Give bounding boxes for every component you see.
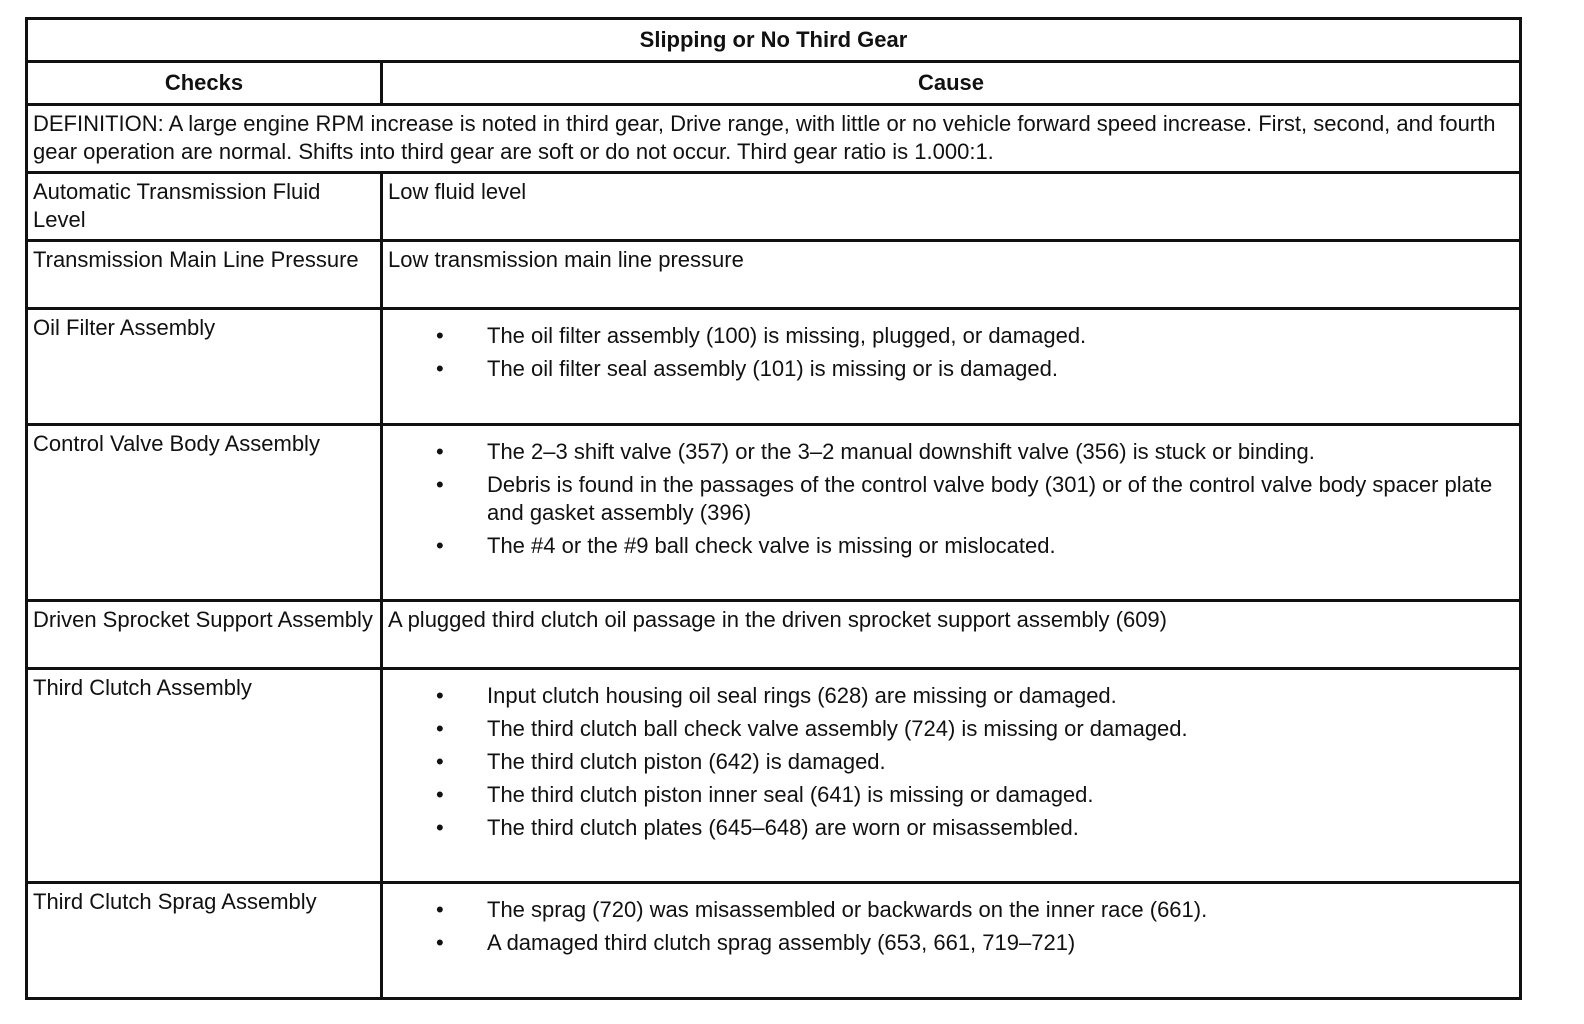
cause-cell	[382, 669, 1521, 883]
list-item	[388, 682, 1514, 710]
cause-text: A damaged third clutch sprag assembly (653, 661, 719–721)	[487, 930, 1076, 955]
list-item	[388, 322, 1514, 350]
table-row	[27, 669, 1521, 883]
cause-cell: A plugged third clutch oil passage in the driven sprocket support assembly (609)	[382, 601, 1521, 669]
bullet-icon: •	[436, 815, 444, 840]
diagnostic-table	[25, 17, 1522, 1000]
bullet-icon: •	[436, 930, 444, 955]
bullet-icon: •	[436, 683, 444, 708]
check-cell: Driven Sprocket Support Assembly	[27, 601, 382, 669]
cause-cell	[382, 425, 1521, 601]
cause-text: The third clutch piston inner seal (641) is missing or damaged.	[487, 782, 1094, 807]
bullet-icon: •	[436, 356, 444, 381]
check-cell: Third Clutch Sprag Assembly	[27, 883, 382, 999]
check-cell: Oil Filter Assembly	[27, 309, 382, 425]
bullet-icon: •	[436, 472, 444, 497]
cause-text: Debris is found in the passages of the control valve body (301) or of the control valve body spacer plate and gasket assembly (396)	[487, 472, 1493, 525]
list-item	[388, 471, 1514, 527]
cause-cell	[382, 883, 1521, 999]
bullet-icon: •	[436, 439, 444, 464]
table-title: Slipping or No Third Gear	[27, 19, 1521, 62]
cause-text: The 2–3 shift valve (357) or the 3–2 manual downshift valve (356) is stuck or binding.	[487, 439, 1315, 464]
table-row	[27, 883, 1521, 999]
list-item	[388, 896, 1514, 924]
title-row	[27, 19, 1521, 62]
bullet-icon: •	[436, 533, 444, 558]
check-cell: Transmission Main Line Pressure	[27, 241, 382, 309]
cause-cell: Low transmission main line pressure	[382, 241, 1521, 309]
cause-text: The third clutch ball check valve assembly (724) is missing or damaged.	[487, 716, 1188, 741]
definition-text: DEFINITION: A large engine RPM increase is noted in third gear, Drive range, with little or no vehicle forward speed increase. First, second, and fourth gear operation are normal. Shifts into third gear are soft or do not occur. Third gear ratio is 1.000:1.	[27, 105, 1521, 173]
list-item	[388, 929, 1514, 957]
cause-list	[388, 314, 1514, 383]
table-row	[27, 601, 1521, 669]
cause-header: Cause	[382, 62, 1521, 105]
definition-row	[27, 105, 1521, 173]
bullet-icon: •	[436, 897, 444, 922]
cause-list	[388, 430, 1514, 560]
table-row	[27, 241, 1521, 309]
list-item	[388, 438, 1514, 466]
table-row	[27, 309, 1521, 425]
cause-text: The third clutch piston (642) is damaged.	[487, 749, 886, 774]
check-cell: Automatic Transmission Fluid Level	[27, 173, 382, 241]
list-item	[388, 814, 1514, 842]
cause-text: The #4 or the #9 ball check valve is missing or mislocated.	[487, 533, 1056, 558]
list-item	[388, 748, 1514, 776]
cause-text: Input clutch housing oil seal rings (628) are missing or damaged.	[487, 683, 1117, 708]
cause-text: The sprag (720) was misassembled or backwards on the inner race (661).	[487, 897, 1208, 922]
bullet-icon: •	[436, 749, 444, 774]
bullet-icon: •	[436, 323, 444, 348]
check-cell: Control Valve Body Assembly	[27, 425, 382, 601]
check-cell: Third Clutch Assembly	[27, 669, 382, 883]
header-row	[27, 62, 1521, 105]
list-item	[388, 532, 1514, 560]
list-item	[388, 355, 1514, 383]
list-item	[388, 715, 1514, 743]
cause-cell	[382, 309, 1521, 425]
list-item	[388, 781, 1514, 809]
bullet-icon: •	[436, 716, 444, 741]
cause-list	[388, 888, 1514, 957]
table-row	[27, 173, 1521, 241]
checks-header: Checks	[27, 62, 382, 105]
bullet-icon: •	[436, 782, 444, 807]
cause-text: The oil filter seal assembly (101) is missing or is damaged.	[487, 356, 1059, 381]
cause-text: The third clutch plates (645–648) are worn or misassembled.	[487, 815, 1079, 840]
cause-text: The oil filter assembly (100) is missing, plugged, or damaged.	[487, 323, 1087, 348]
cause-list	[388, 674, 1514, 842]
table-row	[27, 425, 1521, 601]
cause-cell: Low fluid level	[382, 173, 1521, 241]
